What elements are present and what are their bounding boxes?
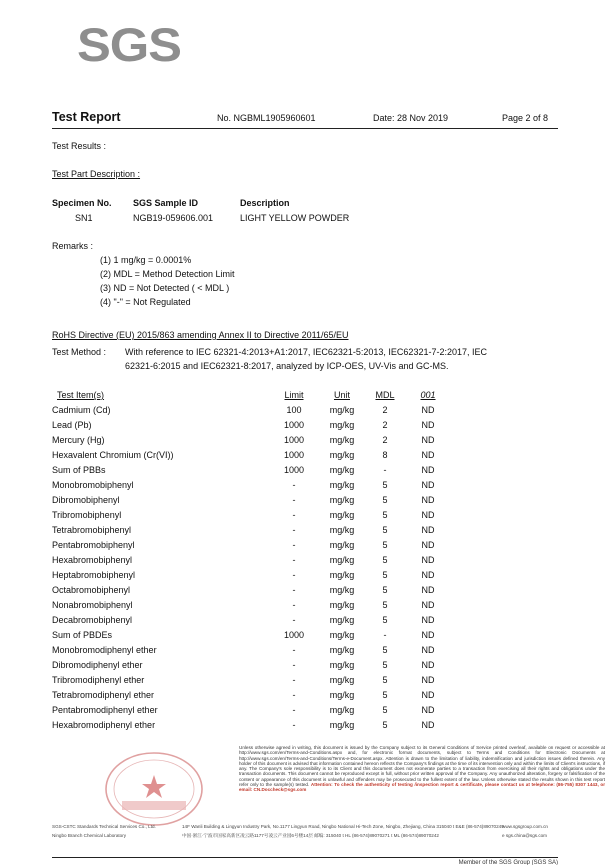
cell-result: ND xyxy=(421,450,435,460)
cell-result: ND xyxy=(421,720,435,730)
header-limit: Limit xyxy=(284,390,304,400)
header-divider xyxy=(52,128,558,129)
cell-unit: mg/kg xyxy=(329,420,355,430)
company-name: SGS-CSTC Standards Technical Services Co., Ltd. xyxy=(52,824,156,829)
directive-title: RoHS Directive (EU) 2015/863 amending Annex II to Directive 2011/65/EU xyxy=(52,330,349,340)
cell-limit: 1000 xyxy=(283,435,305,445)
remark-item: (1) 1 mg/kg = 0.0001% xyxy=(100,255,192,265)
header-result: 001 xyxy=(420,390,436,400)
page-footer xyxy=(52,745,605,865)
table-row xyxy=(0,615,611,630)
cell-unit: mg/kg xyxy=(329,510,355,520)
cell-item: Dibromobiphenyl xyxy=(52,495,120,505)
cell-result: ND xyxy=(421,480,435,490)
cell-mdl: 5 xyxy=(382,525,388,535)
cell-unit: mg/kg xyxy=(329,615,355,625)
cell-limit: 1000 xyxy=(283,465,305,475)
cell-mdl: 5 xyxy=(382,495,388,505)
cell-limit: 1000 xyxy=(283,450,305,460)
specimen-header-id: SGS Sample ID xyxy=(133,198,199,208)
cell-mdl: 5 xyxy=(382,585,388,595)
remark-item: (2) MDL = Method Detection Limit xyxy=(100,269,235,279)
company-email: e sgs.china@sgs.com xyxy=(502,833,548,838)
cell-limit: - xyxy=(292,720,296,730)
cell-mdl: 2 xyxy=(382,405,388,415)
legal-disclaimer xyxy=(239,745,605,793)
results-table-header xyxy=(0,390,611,405)
specimen-header-description: Description xyxy=(240,198,290,208)
cell-item: Hexabromobiphenyl xyxy=(52,555,133,565)
cell-mdl: 5 xyxy=(382,615,388,625)
cell-result: ND xyxy=(421,675,435,685)
cell-unit: mg/kg xyxy=(329,585,355,595)
cell-result: ND xyxy=(421,540,435,550)
cell-result: ND xyxy=(421,600,435,610)
report-date: Date: 28 Nov 2019 xyxy=(373,113,449,123)
cell-item: Heptabromobiphenyl xyxy=(52,570,136,580)
company-address-en: 14F Wanli Building & Lingyun Industry Park, No.1177 Lingyun Road, Ningbo National Hi-Tech Zone, Ningbo, Zhejiang, China 315040 t E&E (86-574)89070249 xyxy=(182,824,504,829)
table-row xyxy=(0,585,611,600)
cell-mdl: 5 xyxy=(382,660,388,670)
sample-id: NGB19-059606.001 xyxy=(133,213,214,223)
cell-limit: - xyxy=(292,480,296,490)
cell-item: Decabromobiphenyl xyxy=(52,615,133,625)
cell-limit: - xyxy=(292,525,296,535)
cell-unit: mg/kg xyxy=(329,570,355,580)
cell-item: Dibromodiphenyl ether xyxy=(52,660,143,670)
cell-item: Pentabromodiphenyl ether xyxy=(52,705,158,715)
table-row xyxy=(0,570,611,585)
cell-limit: - xyxy=(292,510,296,520)
cell-limit: 100 xyxy=(286,405,302,415)
table-row xyxy=(0,495,611,510)
cell-result: ND xyxy=(421,645,435,655)
cell-item: Tetrabromobiphenyl xyxy=(52,525,132,535)
cell-limit: - xyxy=(292,645,296,655)
table-row xyxy=(0,465,611,480)
test-method-line: 62321-6:2015 and IEC62321-8:2017, analyzed by ICP-OES, UV-Vis and GC-MS. xyxy=(125,361,449,371)
report-number: No. NGBML1905960601 xyxy=(217,113,316,123)
test-results-label: Test Results : xyxy=(52,141,107,151)
cell-unit: mg/kg xyxy=(329,465,355,475)
cell-result: ND xyxy=(421,555,435,565)
cell-item: Monobromodiphenyl ether xyxy=(52,645,157,655)
cell-result: ND xyxy=(421,630,435,640)
specimen-no: SN1 xyxy=(75,213,93,223)
cell-mdl: 5 xyxy=(382,675,388,685)
report-title: Test Report xyxy=(52,110,121,124)
test-method-label: Test Method : xyxy=(52,347,107,357)
cell-item: Octabromobiphenyl xyxy=(52,585,131,595)
cell-limit: - xyxy=(292,555,296,565)
table-row xyxy=(0,690,611,705)
cell-limit: - xyxy=(292,660,296,670)
cell-item: Sum of PBBs xyxy=(52,465,106,475)
cell-unit: mg/kg xyxy=(329,495,355,505)
remark-item: (3) ND = Not Detected ( < MDL ) xyxy=(100,283,230,293)
cell-item: Pentabromobiphenyl xyxy=(52,540,135,550)
cell-item: Sum of PBDEs xyxy=(52,630,113,640)
table-row xyxy=(0,660,611,675)
lab-name: Ningbo Branch Chemical Laboratory xyxy=(52,833,127,838)
table-row xyxy=(0,675,611,690)
table-row xyxy=(0,540,611,555)
cell-unit: mg/kg xyxy=(329,525,355,535)
table-row xyxy=(0,705,611,720)
company-website: www.sgsgroup.com.cn xyxy=(502,824,548,829)
header-test-items: Test Item(s) xyxy=(57,390,105,400)
cell-item: Tribromodiphenyl ether xyxy=(52,675,145,685)
cell-unit: mg/kg xyxy=(329,720,355,730)
page-number: Page 2 of 8 xyxy=(502,113,549,123)
cell-unit: mg/kg xyxy=(329,435,355,445)
cell-unit: mg/kg xyxy=(329,405,355,415)
cell-mdl: 2 xyxy=(382,435,388,445)
cell-unit: mg/kg xyxy=(329,540,355,550)
cell-unit: mg/kg xyxy=(329,645,355,655)
cell-mdl: 5 xyxy=(382,705,388,715)
cell-limit: - xyxy=(292,495,296,505)
table-row xyxy=(0,435,611,450)
cell-item: Tetrabromodiphenyl ether xyxy=(52,690,155,700)
cell-mdl: 5 xyxy=(382,510,388,520)
cell-result: ND xyxy=(421,615,435,625)
cell-unit: mg/kg xyxy=(329,630,355,640)
table-row xyxy=(0,405,611,420)
table-row xyxy=(0,525,611,540)
cell-result: ND xyxy=(421,405,435,415)
cell-unit: mg/kg xyxy=(329,555,355,565)
cell-limit: - xyxy=(292,690,296,700)
cell-item: Monobromobiphenyl xyxy=(52,480,134,490)
header-mdl: MDL xyxy=(375,390,395,400)
table-row xyxy=(0,645,611,660)
cell-mdl: 5 xyxy=(382,555,388,565)
cell-result: ND xyxy=(421,570,435,580)
authenticity-notice: Attention: To check the authenticity of testing /inspection report & certificate, please contact us at telephone: (86-755) 8307 1443, or email: CN.Doccheck@sgs.com xyxy=(239,782,605,793)
table-row xyxy=(0,480,611,495)
table-row xyxy=(0,600,611,615)
cell-limit: 1000 xyxy=(283,630,305,640)
cell-result: ND xyxy=(421,585,435,595)
header-unit: Unit xyxy=(333,390,350,400)
cell-unit: mg/kg xyxy=(329,450,355,460)
remark-item: (4) "-" = Not Regulated xyxy=(100,297,191,307)
cell-unit: mg/kg xyxy=(329,660,355,670)
cell-result: ND xyxy=(421,660,435,670)
cell-result: ND xyxy=(421,465,435,475)
cell-item: Mercury (Hg) xyxy=(52,435,105,445)
cell-item: Tribromobiphenyl xyxy=(52,510,122,520)
table-row xyxy=(0,510,611,525)
footer-divider xyxy=(52,857,558,858)
cell-limit: - xyxy=(292,615,296,625)
table-row xyxy=(0,630,611,645)
cell-limit: 1000 xyxy=(283,420,305,430)
specimen-header-no: Specimen No. xyxy=(52,198,112,208)
cell-mdl: 2 xyxy=(382,420,388,430)
cell-unit: mg/kg xyxy=(329,690,355,700)
cell-mdl: 5 xyxy=(382,645,388,655)
cell-item: Nonabromobiphenyl xyxy=(52,600,133,610)
cell-unit: mg/kg xyxy=(329,600,355,610)
cell-result: ND xyxy=(421,525,435,535)
cell-item: Cadmium (Cd) xyxy=(52,405,111,415)
table-row xyxy=(0,555,611,570)
cell-item: Hexabromodiphenyl ether xyxy=(52,720,156,730)
legal-text: Unless otherwise agreed in writing, this document is issued by the Company subject to its General Conditions of Service printed overleaf, available on request or accessible at http://www.sgs.com/en/Terms-and-Conditions.aspx and, for electronic format documents, subject to Terms and Conditions for Electronic Documents at http://www.sgs.com/en/Terms-and-Conditions/Terms-e-Document.aspx. Attention is drawn to the limitation of liability, indemnification and jurisdiction issues defined therein. Any holder of this document is advised that information contained hereon reflects the Company's findings at the time of its intervention only and within the limits of Client's instructions, if any. The Company's sole responsibility is to its Client and this document does not exonerate parties to a transaction from exercising all their rights and obligations under the transaction documents. This document cannot be reproduced except in full, without prior written approval of the Company. Any unauthorized alteration, forgery or falsification of the content or appearance of this document is unlawful and offenders may be prosecuted to the fullest extent of the law. Unless otherwise stated the results shown in this test report refer only to the sample(s) tested. xyxy=(239,745,605,788)
cell-result: ND xyxy=(421,495,435,505)
sgs-group-membership: Member of the SGS Group (SGS SA) xyxy=(458,860,558,865)
sgs-logo-text: SGS xyxy=(77,18,181,71)
cell-result: ND xyxy=(421,435,435,445)
cell-mdl: 5 xyxy=(382,570,388,580)
cell-mdl: 5 xyxy=(382,480,388,490)
cell-mdl: 5 xyxy=(382,690,388,700)
cell-mdl: 8 xyxy=(382,450,388,460)
cell-unit: mg/kg xyxy=(329,705,355,715)
cell-result: ND xyxy=(421,510,435,520)
cell-mdl: 5 xyxy=(382,540,388,550)
cell-item: Hexavalent Chromium (Cr(VI)) xyxy=(52,450,174,460)
cell-mdl: 5 xyxy=(382,720,388,730)
address-line-1 xyxy=(52,824,558,829)
cell-mdl: - xyxy=(383,465,387,475)
cell-result: ND xyxy=(421,690,435,700)
cell-limit: - xyxy=(292,540,296,550)
cell-limit: - xyxy=(292,675,296,685)
cell-result: ND xyxy=(421,705,435,715)
cell-mdl: 5 xyxy=(382,600,388,610)
cell-item: Lead (Pb) xyxy=(52,420,92,430)
cell-result: ND xyxy=(421,420,435,430)
cell-limit: - xyxy=(292,705,296,715)
cell-unit: mg/kg xyxy=(329,480,355,490)
sample-description: LIGHT YELLOW POWDER xyxy=(240,213,350,223)
remarks-label: Remarks : xyxy=(52,241,94,251)
cell-unit: mg/kg xyxy=(329,675,355,685)
table-row xyxy=(0,720,611,735)
table-row xyxy=(0,450,611,465)
table-row xyxy=(0,420,611,435)
company-address-cn: 中国·浙江·宁波市国家高新区凌云路1177号凌云产业园6号楼14层 邮编: 315040 t HL (86-574)89070271 t ML (86-574)89070242 xyxy=(182,833,439,838)
test-method-line: With reference to IEC 62321-4:2013+A1:2017, IEC62321-5:2013, IEC62321-7-2:2017, IEC xyxy=(125,347,487,357)
cell-mdl: - xyxy=(383,630,387,640)
cell-limit: - xyxy=(292,570,296,580)
address-line-2 xyxy=(52,833,558,838)
cell-limit: - xyxy=(292,585,296,595)
test-part-description-label: Test Part Description : xyxy=(52,169,141,179)
cell-limit: - xyxy=(292,600,296,610)
sgs-logo xyxy=(77,18,181,71)
